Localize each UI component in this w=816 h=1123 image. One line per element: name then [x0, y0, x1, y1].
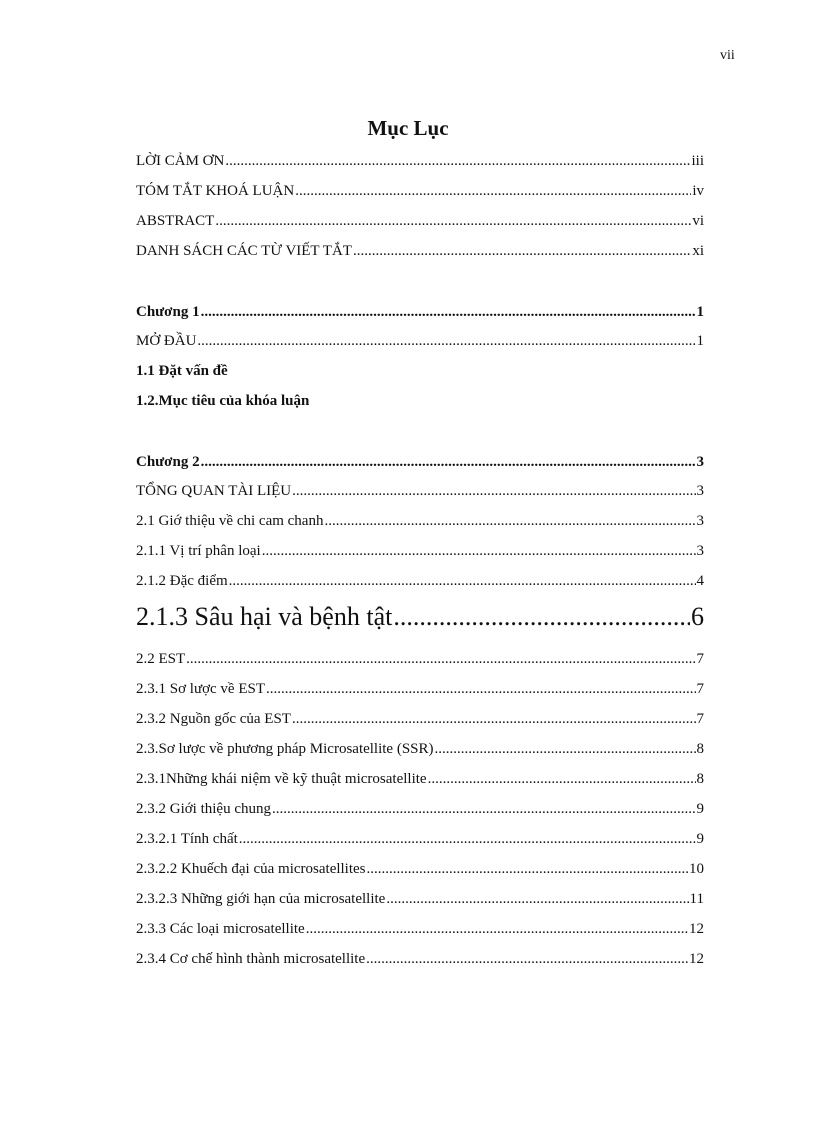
toc-entry-2-3-2-2[interactable]: 2.3.2.2 Khuếch đại của microsatellites ..... 10	[136, 860, 704, 878]
toc-entry-chapter-2[interactable]: Chương 2 ..... 3	[136, 453, 704, 471]
toc-entry-2-3-2-3[interactable]: 2.3.2.3 Những giới hạn của microsatellite ..... 11	[136, 890, 704, 908]
toc-entry-2-3-3[interactable]: 2.3.3 Các loại microsatellite ..... 12	[136, 920, 704, 938]
toc-entry-2-3-2-est[interactable]: 2.3.2 Nguồn gốc của EST ..... 7	[136, 710, 704, 728]
toc-entry-2-3-1[interactable]: 2.3.1Những khái niệm về kỹ thuật microsatellite ..... 8	[136, 770, 704, 788]
toc-heading-1-2[interactable]: 1.2.Mục tiêu của khóa luận	[136, 393, 310, 409]
toc-entry-2-1-3[interactable]: 2.1.3 Sâu hại và bệnh tật ..... 6	[136, 602, 704, 632]
toc-entry-2-2[interactable]: 2.2 EST ..... 7	[136, 650, 704, 668]
toc-entry-literature-review[interactable]: TỔNG QUAN TÀI LIỆU ..... 3	[136, 482, 704, 500]
toc-entry-2-3-2[interactable]: 2.3.2 Giới thiệu chung ..... 9	[136, 800, 704, 818]
toc-entry-acknowledgements[interactable]: LỜI CẢM ƠN ..... iii	[136, 152, 704, 170]
toc-entry-abstract[interactable]: ABSTRACT ..... vi	[136, 212, 704, 230]
toc-heading-1-1[interactable]: 1.1 Đặt vấn đề	[136, 363, 228, 379]
toc-entry-2-3-2-1[interactable]: 2.3.2.1 Tính chất ..... 9	[136, 830, 704, 848]
toc-entry-2-3-1-est[interactable]: 2.3.1 Sơ lược về EST ..... 7	[136, 680, 704, 698]
toc-entry-2-1[interactable]: 2.1 Giớ thiệu về chi cam chanh ..... 3	[136, 512, 704, 530]
toc-entry-abbreviations[interactable]: DANH SÁCH CÁC TỪ VIẾT TẮT ..... xi	[136, 242, 704, 260]
toc-entry-2-3-4[interactable]: 2.3.4 Cơ chế hình thành microsatellite ..... 12	[136, 950, 704, 968]
toc-entry-introduction[interactable]: MỞ ĐẦU ..... 1	[136, 332, 704, 350]
toc-entry-2-3[interactable]: 2.3.Sơ lược về phương pháp Microsatellite (SSR) ..... 8	[136, 740, 704, 758]
toc-entry-thesis-summary[interactable]: TÓM TẮT KHOÁ LUẬN ..... iv	[136, 182, 704, 200]
toc-entry-chapter-1[interactable]: Chương 1 ..... 1	[136, 303, 704, 321]
toc-entry-2-1-1[interactable]: 2.1.1 Vị trí phân loại ..... 3	[136, 542, 704, 560]
toc-title: Mục Lục	[367, 116, 449, 140]
page-number: vii	[720, 48, 735, 63]
toc-entry-2-1-2[interactable]: 2.1.2 Đặc điểm ..... 4	[136, 572, 704, 590]
